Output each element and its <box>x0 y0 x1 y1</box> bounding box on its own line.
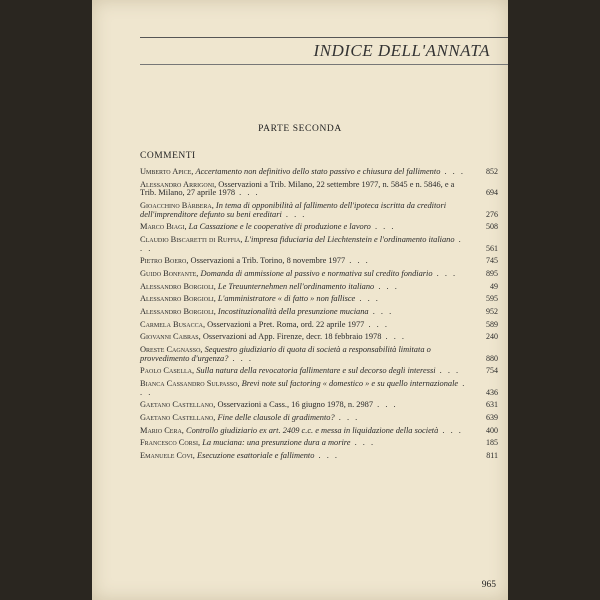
leader-dots: . . . <box>140 379 467 397</box>
entry-text <box>140 321 468 330</box>
section-title: PARTE SECONDA <box>258 124 342 134</box>
entry-note: Osservazioni a Pret. Roma, ord. 22 aprile 1977 <box>207 319 365 329</box>
index-entry <box>140 452 498 461</box>
book-page <box>92 0 508 600</box>
entry-title: L'impresa fiduciaria del Liechtenstein e l'ordinamento italiano <box>244 234 455 244</box>
entry-author: Alessandro Borgioli, <box>140 281 216 291</box>
section-subtitle: COMMENTI <box>140 151 196 161</box>
entry-author: Paolo Casella, <box>140 366 195 376</box>
entry-note: Osservazioni a Cass., 16 giugno 1978, n. 2987 <box>217 400 374 410</box>
entry-author: Giovanni Cabras, <box>140 332 201 342</box>
index-entries <box>140 168 498 465</box>
entry-page-number: 631 <box>486 400 498 410</box>
entry-author: Pietro Boero, <box>140 256 189 266</box>
entry-page-number: 589 <box>486 319 498 329</box>
entry-page-number: 852 <box>486 167 498 176</box>
entry-title: Accertamento non definitivo dello stato passivo e chiusura del fallimento <box>195 167 441 176</box>
entry-author: Emanuele Covi, <box>140 451 195 461</box>
entry-page-number: 436 <box>486 387 498 397</box>
leader-dots: . . . <box>235 188 260 198</box>
entry-page-number: 400 <box>486 425 498 435</box>
index-entry <box>140 168 498 177</box>
entry-author: Alessandro Borgioli, <box>140 306 216 316</box>
index-entry <box>140 270 498 279</box>
entry-note: Osservazioni a Trib. Torino, 8 novembre 1977 <box>190 256 346 266</box>
entry-title: La Cassazione e le cooperative di produzione e lavoro <box>188 222 371 232</box>
leader-dots: . . . <box>364 319 389 329</box>
entry-text <box>140 202 468 219</box>
entry-author: Marco Biagi, <box>140 222 187 232</box>
index-entry <box>140 333 498 342</box>
entry-text <box>140 168 468 177</box>
leader-dots: . . . <box>350 438 376 448</box>
index-entry <box>140 414 498 423</box>
entry-text <box>140 236 468 253</box>
entry-author: Claudio Biscaretti di Ruffia, <box>140 234 243 244</box>
entry-note: Osservazioni a Trib. Milano, 22 settembre 1977, n. 5845 e n. 5846, e a Trib. Milano, 27 aprile 1978 <box>140 179 455 198</box>
entry-author: Gaetano Castellano, <box>140 400 216 410</box>
entry-text <box>140 401 468 410</box>
leader-dots: . . . <box>345 256 370 266</box>
index-entry <box>140 427 498 436</box>
entry-page-number: 952 <box>486 306 498 316</box>
index-entry <box>140 236 498 253</box>
entry-text <box>140 308 468 317</box>
leader-dots: . . . <box>435 366 461 376</box>
entry-text <box>140 181 468 198</box>
entry-page-number: 745 <box>486 256 498 266</box>
entry-title: Domanda di ammissione al passivo e normativa sul credito fondiario <box>200 268 433 278</box>
index-entry <box>140 308 498 317</box>
entry-title: Incostituzionalità della presunzione muciana <box>217 306 369 316</box>
entry-text <box>140 452 468 461</box>
entry-title: Esecuzione esattoriale e fallimento <box>196 451 315 461</box>
entry-text <box>140 333 468 342</box>
leader-dots: . . . <box>314 451 340 461</box>
entry-title: Brevi note sul factoring « domestico » e su quello internazionale <box>241 379 459 388</box>
entry-text <box>140 427 468 436</box>
entry-page-number: 880 <box>486 353 498 363</box>
entry-title: Sulla natura della revocatoria fallimentare e sul decorso degli interessi <box>196 366 436 376</box>
entry-author: Carmela Busacca, <box>140 319 206 329</box>
index-entry <box>140 439 498 448</box>
leader-dots: . . . <box>228 353 253 363</box>
entry-author: Mario Cera, <box>140 425 184 435</box>
entry-page-number: 240 <box>486 332 498 342</box>
entry-author: Umberto Apice, <box>140 167 194 176</box>
leader-dots: . . . <box>440 167 465 176</box>
entry-author: Gioacchino Bàrbera, <box>140 200 214 210</box>
leader-dots: . . . <box>334 412 360 422</box>
index-entry <box>140 202 498 219</box>
entry-page-number: 811 <box>486 451 498 461</box>
entry-page-number: 561 <box>486 243 498 253</box>
entry-text <box>140 414 468 423</box>
leader-dots: . . . <box>438 425 463 435</box>
entry-text <box>140 439 468 448</box>
running-header: INDICE DELL'ANNATA <box>313 41 490 60</box>
entry-text <box>140 270 468 279</box>
entry-author: Alessandro Borgioli, <box>140 294 216 304</box>
entry-author: Guido Bonfante, <box>140 268 199 278</box>
leader-dots: . . . <box>281 209 307 219</box>
entry-page-number: 595 <box>486 294 498 304</box>
entry-text <box>140 283 468 292</box>
entry-text <box>140 367 468 376</box>
leader-dots: . . . <box>355 294 380 304</box>
entry-title: La muciana: una presunzione dura a morire <box>202 438 351 448</box>
entry-author: Oreste Cagnasso, <box>140 345 203 355</box>
entry-page-number: 694 <box>486 188 498 198</box>
entry-title: Controllo giudiziario ex art. 2409 c.c. e messa in liquidazione della società <box>185 425 439 435</box>
entry-title: Fine delle clausole di gradimento? <box>217 412 335 422</box>
entry-note: Osservazioni ad App. Firenze, decr. 18 febbraio 1978 <box>202 332 382 342</box>
leader-dots: . . . <box>374 281 399 291</box>
entry-page-number: 49 <box>490 281 498 291</box>
entry-title: L'amministratore « di fatto » non fallisce <box>217 294 356 304</box>
index-entry <box>140 401 498 410</box>
leader-dots: . . . <box>432 268 458 278</box>
entry-page-number: 276 <box>486 209 498 219</box>
leader-dots: . . . <box>381 332 406 342</box>
index-entry <box>140 367 498 376</box>
index-entry <box>140 283 498 292</box>
index-entry <box>140 346 498 363</box>
leader-dots: . . . <box>140 234 463 253</box>
index-entry <box>140 223 498 232</box>
index-entry <box>140 321 498 330</box>
entry-author: Bianca Cassandro Sulpasso, <box>140 379 240 388</box>
entry-title: In tema di opponibilità al fallimento dell'ipoteca iscritta da creditori dell'imprenditore defunto su beni ereditari <box>140 200 447 219</box>
entry-page-number: 895 <box>486 268 498 278</box>
entry-author: Francesco Corsi, <box>140 438 201 448</box>
index-entry <box>140 181 498 198</box>
header-rule-bottom <box>140 64 508 65</box>
index-entry <box>140 295 498 304</box>
entry-page-number: 754 <box>486 366 498 376</box>
entry-author: Alessandro Arrigoni, <box>140 179 217 189</box>
entry-text <box>140 257 468 266</box>
entry-text <box>140 380 468 397</box>
index-entry <box>140 257 498 266</box>
entry-page-number: 508 <box>486 222 498 232</box>
entry-page-number: 639 <box>486 412 498 422</box>
leader-dots: . . . <box>370 222 396 232</box>
entry-title: Sequestro giudiziario di quota di società a responsabilità limitata o provvedimento d'urgenza? <box>140 345 431 363</box>
index-entry <box>140 380 498 397</box>
header-rule <box>140 37 508 38</box>
entry-page-number: 185 <box>486 438 498 448</box>
leader-dots: . . . <box>373 400 398 410</box>
leader-dots: . . . <box>368 306 394 316</box>
entry-text <box>140 346 468 363</box>
page-number: 965 <box>481 580 496 590</box>
entry-author: Gaetano Castellano, <box>140 412 216 422</box>
entry-text <box>140 223 468 232</box>
entry-title: Le Treuunternehmen nell'ordinamento italiano <box>217 281 375 291</box>
entry-text <box>140 295 468 304</box>
